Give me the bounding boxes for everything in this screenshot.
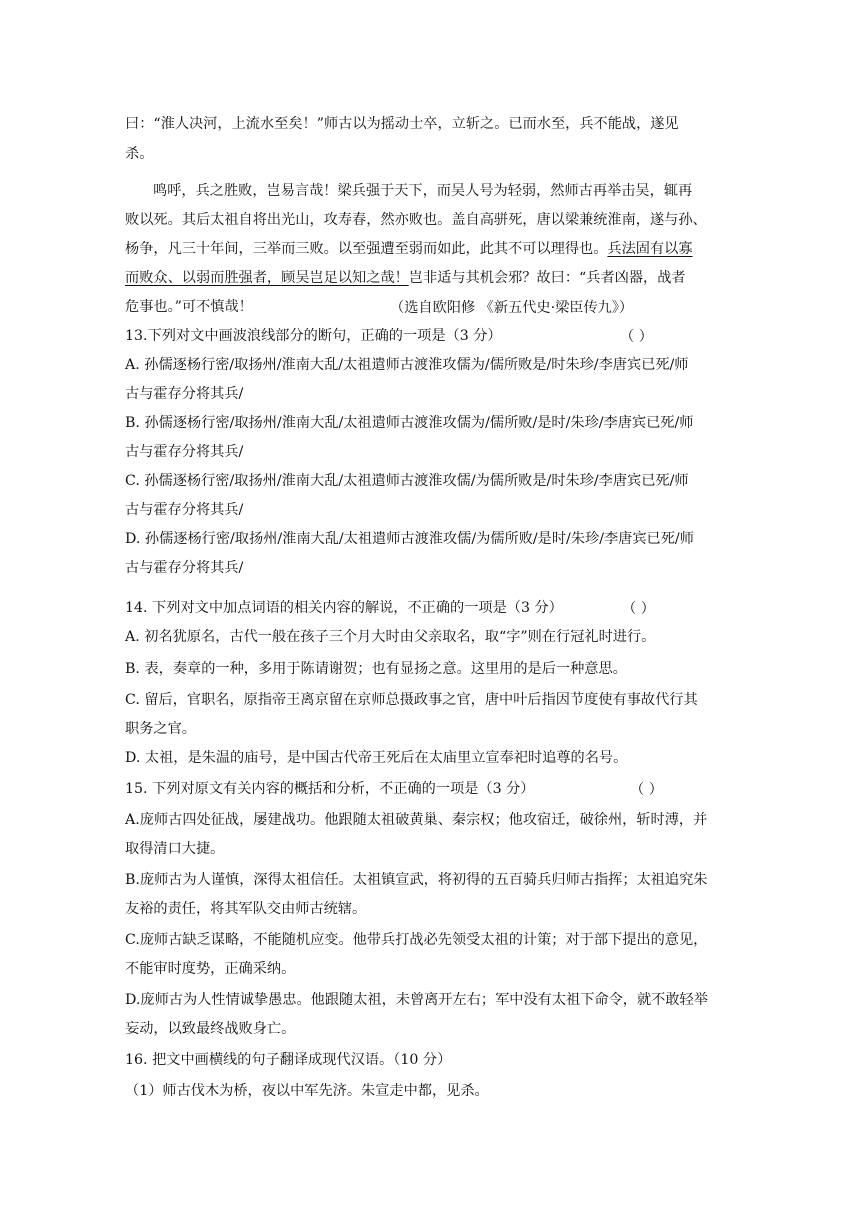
answer-paren: （ ） — [622, 601, 655, 617]
option-d: D.庞师古为人性情诚挚愚忠。他跟随太祖，未曾离开左右；军中没有太祖下命令，就不敢轻举 — [125, 992, 708, 1008]
passage-line: 杀。 — [125, 146, 154, 162]
option-d-cont: 古与霍存分将其兵/ — [125, 560, 244, 576]
question-13-stem: 13.下列对文中画波浪线部分的断句，正确的一项是（3 分） — [125, 328, 502, 344]
option-c: C. 孙儒逐杨行密/取扬州/淮南大乱/太祖遣师古渡淮攻儒/为儒所败是/时朱珍/李唐宾已死/师 — [125, 473, 689, 489]
option-c-cont: 古与霍存分将其兵/ — [125, 502, 244, 518]
answer-paren: （ ） — [620, 329, 653, 345]
passage-line — [125, 268, 745, 288]
passage-line: 鸣呼，兵之胜败，岂易言哉！梁兵强于天下，而吴人号为轻弱，然师古再举击吴，辄再 — [153, 183, 693, 199]
option-b-cont: 友裕的责任，将其军队交由师古统辖。 — [125, 901, 367, 917]
option-d: D. 孙儒逐杨行密/取扬州/淮南大乱/太祖遣师古渡淮攻儒/为儒所败/是时/朱珍/李唐宾已死/师 — [125, 531, 694, 547]
option-d: D. 太祖，是朱温的庙号，是中国古代帝王死后在太庙里立宣奉祀时追尊的名号。 — [125, 750, 628, 766]
option-a-cont: 古与霍存分将其兵/ — [125, 386, 244, 402]
source-citation: （选自欧阳修 《新五代史·梁臣传九》） — [390, 300, 634, 316]
option-c: C.庞师古缺乏谋略，不能随机应变。他带兵打战必先领受太祖的计策；对于部下提出的意见， — [125, 932, 708, 948]
question-14-stem: 14. 下列对文中加点词语的相关内容的解说，不正确的一项是（3 分） — [125, 600, 563, 616]
passage-line — [125, 239, 745, 259]
translation-item-1: （1）师古伐木为桥，夜以中军先济。朱宣走中都，见杀。 — [125, 1083, 489, 1099]
passage-line: 曰：“淮人决河，上流水至矣！”师古以为摇动士卒，立斩之。已而水至，兵不能战，遂见 — [125, 116, 679, 132]
question-16-stem: 16. 把文中画横线的句子翻译成现代汉语。（10 分） — [125, 1052, 452, 1068]
option-b-cont: 古与霍存分将其兵/ — [125, 444, 244, 460]
option-c: C. 留后，官职名，原指帝王离京留在京师总摄政事之官，唐中叶后指因节度使有事故代行其 — [125, 692, 698, 708]
option-c-cont: 不能审时度势，正确采纳。 — [125, 961, 296, 977]
option-b: B.庞师古为人谨慎，深得太祖信任。太祖镇宣武，将初得的五百骑兵归师古指挥；太祖追究朱 — [125, 872, 708, 888]
option-a: A. 孙儒逐杨行密/取扬州/淮南大乱/太祖遣师古渡淮攻儒为/儒所败是/时朱珍/李唐宾已死/师 — [125, 357, 689, 373]
option-b: B. 孙儒逐杨行密/取扬州/淮南大乱/太祖遣师古渡淮攻儒为/儒所败/是时/朱珍/李唐宾已死/师 — [125, 415, 694, 431]
passage-text: 岂非适与其机会邪？故曰：“兵者凶器，战者 — [408, 270, 686, 286]
option-b: B. 表，奏章的一种，多用于陈请谢贺；也有显扬之意。这里用的是后一种意思。 — [125, 661, 627, 677]
option-a: A. 初名犹原名，古代一般在孩子三个月大时由父亲取名，取“字”则在行冠礼时进行。 — [125, 629, 656, 645]
answer-paren: （ ） — [630, 782, 663, 798]
option-a-cont: 取得清口大捷。 — [125, 841, 225, 857]
passage-line: 危事也。”可不慎哉！ — [125, 299, 253, 315]
underlined-sentence: 而败众、以弱而胜强者，顾吴岂足以知之哉！ — [125, 270, 409, 286]
option-a: A.庞师古四处征战，屡建战功。他跟随太祖破黄巢、秦宗权；他攻宿迁，破徐州，斩时溥，并 — [125, 812, 708, 828]
passage-line: 败以死。其后太祖自将出光山，攻寿春，然亦败也。盖自高骈死，唐以梁兼统淮南，遂与孙、 — [125, 212, 707, 228]
option-d-cont: 妄动，以致最终战败身亡。 — [125, 1021, 296, 1037]
underlined-sentence: 兵法固有以寡 — [607, 241, 693, 257]
option-c-cont: 职务之官。 — [125, 721, 196, 737]
question-15-stem: 15. 下列对原文有关内容的概括和分析，不正确的一项是（3 分） — [125, 781, 535, 797]
passage-text: 杨争，凡三十年间，三举而三败。以至强遭至弱而如此，此其不可以理得也。 — [125, 241, 608, 257]
